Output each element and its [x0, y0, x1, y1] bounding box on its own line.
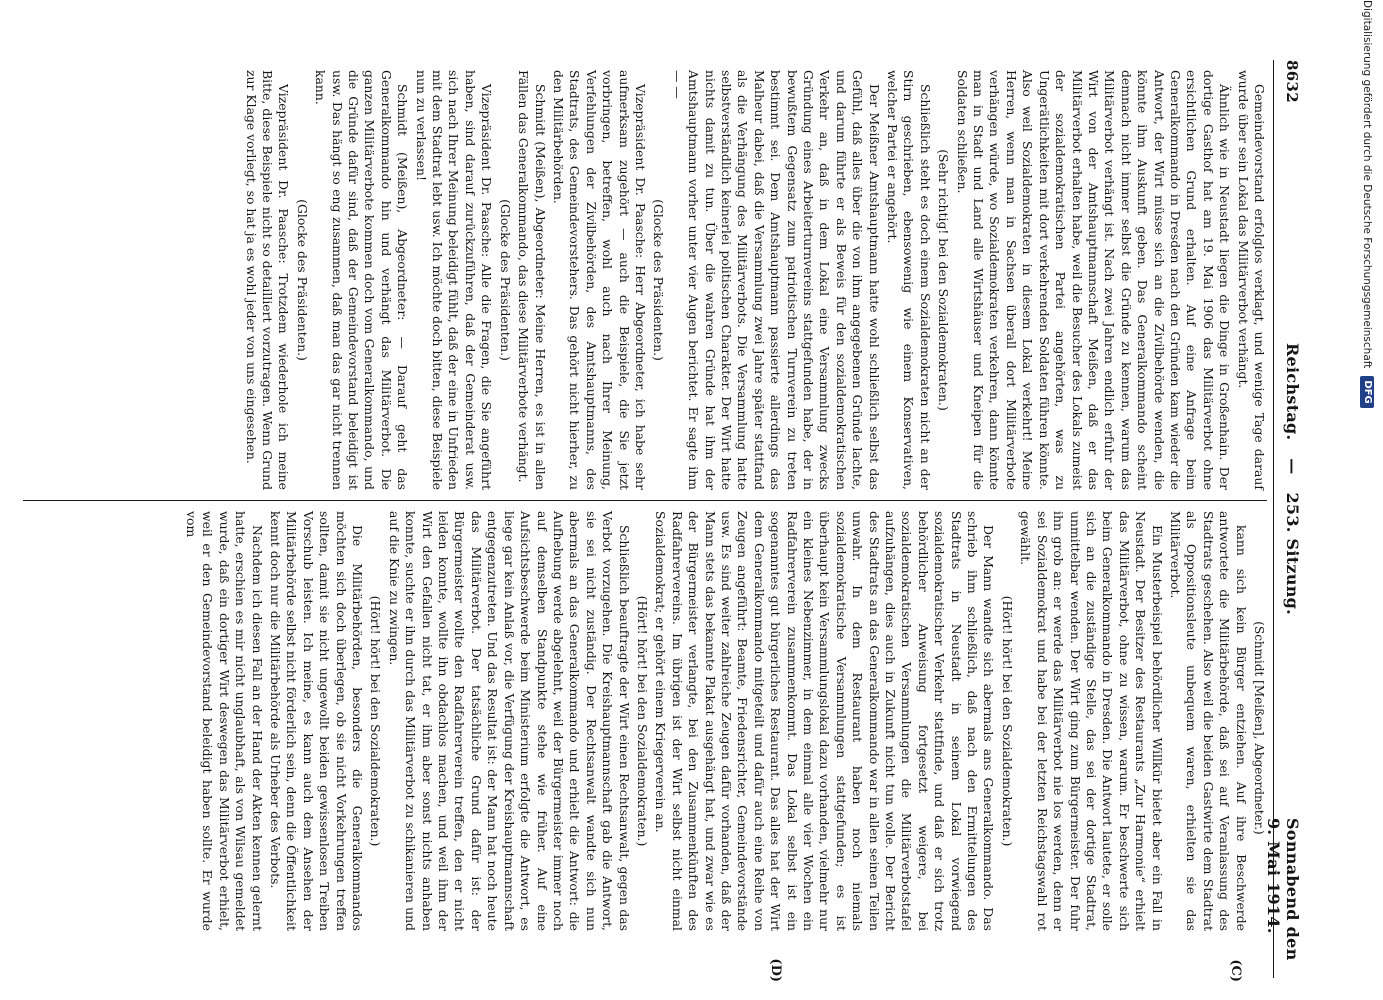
header-dash: —: [1283, 458, 1302, 475]
header-date: Sonnabend den 9. Mai 1914.: [1264, 818, 1302, 961]
paragraph: (Glocke des Präsidenten.): [497, 199, 513, 361]
paragraph: Der Meißner Amtshauptmann hatte wohl schließlich selbst das Gefühl, daß alles über die von ihm angegebenen Gründe lachte, und darum führte er als Beweis für den sozialdemokratischen Verkehr an, daß in dem Lokal eine Versammlung zwecks Gründung eines Arbeiterturnvereins stattgefunden habe, der in bewußtem Gegensatz zum patriotischen Turnverein zu treten bestimmt sei. Dem Amtshauptmann passierte allerdings das Malheur dabei, daß die Versammlung zwei Jahre später stattfand als die Verhängung des Militärverbots. Die Versammlung hatte selbstverständlich keinerlei politischen Charakter. Der Wirt hatte nichts damit zu tun. Über die wahren Gründe hat ihm der Amtshauptmann vorher unter vier Augen berichtet. Er sagte ihm — —: [669, 70, 882, 490]
paragraph: Vizepräsident Dr. Paasche: Alle die Fragen, die Sie angeführt haben, sind darauf zurückzuführen, daß der Gemeinderat usw. sich nach Ihrer Meinung beleidigt fühlt, daß der eine in Unfrieden mit dem Stadtrat lebt usw. Ich möchte doch bitten, diese Beispiele nun zu verlassen!: [413, 70, 495, 490]
paragraph: Der Mann wandte sich abermals ans Generalkommando. Das schrieb ihm schließlich, daß nach den Ermittelungen des Stadtrats in Neustadt in seinem Lokal vorwiegend sozialdemokratischer Verkehr stattfinde, und daß er sich trotz behördlicher Anweisung fortgesetzt weigere, bei sozialdemokratischen Versammlungen die Militärverbotstafel aufzuhängen, dies auch in Zukunft nicht tun wolle. Der Bericht des Stadtrats an das Generalkommando war in allen seinen Teilen unwahr. In dem Restaurant haben noch niemals sozialdemokratische Versammlungen stattgefunden; es ist überhaupt kein Versammlungslokal dazu vorhanden, vielmehr nur ein kleines Nebenzimmer, in dem einmal alle vier Wochen ein Radfahrerverein zusammenkommt. Das Lokal selbst ist ein sogenanntes gut bürgerliches Restaurant. Das alles hat der Wirt dem Generalkommando mitgeteilt und dafür auch eine Reihe von Zeugen angeführt: Beamte, Friedensrichter, Gemeindevorstände usw. Es sind weiter zahlreiche Zeugen dafür vorhanden, daß der Mann stets das bekannte Plakat ausgehängt hat, und zwar wie es der Bürgermeister verlangte, bei den Zusammenkünften des Radfahrervereins. Im übrigen ist der Wirt selbst nicht einmal Sozialdemokrat; er gehört einem Kriegerverein an.: [653, 511, 997, 931]
dfg-logo: DFG: [1360, 376, 1374, 407]
column-runhead: (Schmidt [Meißen], Abgeordneter.): [1252, 621, 1266, 835]
paragraph: Ähnlich wie in Neustadt liegen die Dinge in Großenhain. Der dortige Gasthof hat am 19. Mai 1906 das Militärverbot ohne ersichtlichen Grund erhalten. Auf eine Anfrage beim Generalkommando in Dresden nach den Gründen kam wieder die Antwort, der Wirt müsse sich an die Zivilbehörde wenden, die könnte ihm Auskunft geben. Das Generalkommando scheint demnach nicht immer selbst die Gründe zu kennen, warum das Militärverbot verhängt ist. Nach zwei Jahren endlich erfuhr der Wirt von der Amtshauptmannschaft Meißen, daß er das Militärverbot erhalten habe, weil die Besucher des Lokals zumeist der sozialdemokratischen Partei angehörten, was zu Ungerätlichkeiten mit dort verkehrenden Soldaten führen könnte. Also weil Sozialdemokraten in diesem Lokal verkehrt! Meine Herren, wenn man in Sachsen überall dort Militärverbote verhängen würde, wo Sozialdemokraten verkehren, dann könnte man in Stadt und Land alle Wirtshäuser und Kneipen für die Soldaten schließen.: [954, 70, 1233, 490]
paragraph: Ein Musterbeispiel behördlicher Willkür bietet aber ein Fall in Neustadt. Der Besitzer des Restaurants „Zur Harmonie“ erhielt das Militärverbot, ohne zu wissen, warum. Er beschwerte sich beim Generalkommando in Dresden. Die Antwort lautete, er solle sich an die zuständige Stelle, das sei der dortige Stadtrat, unmittelbar wenden. Der Wirt ging zum Bürgermeister. Der fuhr ihn grob an: er werde das Militärverbot nie los werden, denn er sei Sozialdemokrat und habe bei der letzten Reichstagswahl rot gewählt.: [1018, 511, 1165, 931]
column-left: [23, 501, 1273, 941]
paragraph: Schmidt (Meißen), Abgeordneter: Meine Herren, es ist in allen Fällen das Generalkommando, das diese Militärverbote verhängt.: [516, 70, 548, 490]
paragraph: Schließlich beauftragte der Wirt einen Rechtsanwalt, gegen das Verbot vorzugehen. Die Kreishauptmannschaft gab die Antwort, sie sei nicht zuständig. Der Rechtsanwalt wandte sich nun abermals an das Generalkommando und erhielt die Antwort: die Aufhebung werde abgelehnt, weil der Bürgermeister immer noch auf demselben Standpunkte stehe wie früher. Auf eine Aufsichtsbeschwerde beim Ministerium erfolgte die Antwort, es liege gar kein Anlaß vor, die Verfügung der Kreishauptmannschaft entgegenzutreten. Und das Resultat ist: der Mann hat noch heute das Militärverbot. Der tatsächliche Grund dafür ist: der Bürgermeister wollte den Radfahrerverein treffen, den er nicht leiden konnte, wollte ihn obdachlos machen, und weil ihm der Wirt den Gefallen nicht tat, er ihm aber sonst nichts anhaben konnte, suchte er ihn durch das Militärverbot zu schikanieren und auf die Knie zu zwingen.: [386, 511, 632, 931]
paragraph: Vizepräsident Dr. Paasche: Trotzdem wiederhole ich meine Bitte, diese Beispiele nicht so detailliert vorzutragen. Wenn Grund zur Klage vorliegt, so hat ja es wohl jeder von uns eingesehen.: [243, 70, 292, 490]
paragraph: (Hört! hört! bei den Sozialdemokraten.): [368, 595, 384, 847]
paragraph: kann sich kein Bürger entziehen. Auf ihre Beschwerde antwortete die Militärbehörde, daß sei auf Veranlassung des Stadtrats geschehen. Also weil die beiden Gastwirte dem Stadtrat als Oppositionsleute unbequem waren, erhielten sie das Militärverbot.: [1167, 511, 1249, 931]
column-right: [23, 60, 1273, 500]
header-session: 253. Sitzung.: [1283, 492, 1302, 616]
paragraph: (Glocke des Präsidenten.): [294, 199, 310, 361]
paragraph: (Hört! hört! bei den Sozialdemokraten.): [634, 595, 650, 847]
paragraph: Vizepräsident Dr. Paasche: Herr Abgeordneter, ich habe sehr aufmerksam zugehört — auch die Beispiele, die Sie jetzt vorbringen, betreffen, wohl auch nach Ihrer Meinung, Verfehlungen der Zivilbehörden, des Amtshauptmanns, des Stadtrats, des Gemeindevorstehers. Das gehört nicht hierher, zu den Militärbehörden.: [550, 70, 648, 490]
paragraph: Schmidt (Meißen), Abgeordneter: — Darauf geht das Generalkommando hin und verhängt das Militärverbot. Die ganzen Militärverbote kommen doch vom Generalkommando, und die Gründe dafür sind, daß der Gemeindevorstand beleidigt ist usw. Das hängt so eng zusammen, daß man das gar nicht trennen kann.: [313, 70, 411, 490]
digitization-text: Digitalisierung gefördert durch die Deutsche Forschungsgemeinschaft: [1361, 0, 1373, 369]
page-header: [1264, 60, 1302, 978]
digitization-note: [1359, 0, 1375, 1000]
paragraph: Nachdem ich diesen Fall an der Hand der Akten kennen gelernt hatte, erschien es mir nicht unglaubhaft, als von Wilsau gemeldet wurde, daß ein dortiger Wirt deswegen das Militärverbot erhielt, weil er den Gemeindevorstand beleidigt haben sollte. Er wurde vom: [184, 511, 265, 931]
header-title: [1283, 140, 1302, 818]
page-number: 8632: [1283, 60, 1301, 103]
paragraph: Die Militärbehörden, besonders die Generalkommandos möchten sich doch überlegen, ob sie nicht Vorkehrungen treffen sollten, damit sie nicht ungewollt beiden gewissenlosen Treiben Vorschub leisten. Ich meine, es kann auch dem Ansehen der Militärbehörde selbst nicht förderlich sein, denn die Öffentlichkeit kennt doch nur die Militärbehörde als Urheber des Verbots.: [268, 511, 366, 931]
header-left: Reichstag.: [1283, 342, 1302, 441]
paragraph: Gemeindevorstand erfolglos verklagt, und wenige Tage darauf wurde über sein Lokal das Militärverbot verhängt.: [1235, 70, 1267, 490]
margin-mark-d: (D): [768, 958, 783, 982]
paragraph: (Hört! hört! bei den Sozialdemokraten.): [999, 595, 1015, 847]
rotated-document-page: [1, 0, 1316, 1000]
text-columns: [23, 60, 1273, 982]
paragraph: (Sehr richtig! bei den Sozialdemokraten.): [936, 149, 952, 411]
margin-mark-c: (C): [1228, 959, 1243, 982]
paragraph: (Glocke des Präsidenten.): [651, 199, 667, 361]
paragraph: Schließlich steht es doch einem Sozialdemokraten nicht an der Stirn geschrieben, ebensowenig wie einem Konservativen, welcher Partei er angehört.: [885, 70, 933, 490]
